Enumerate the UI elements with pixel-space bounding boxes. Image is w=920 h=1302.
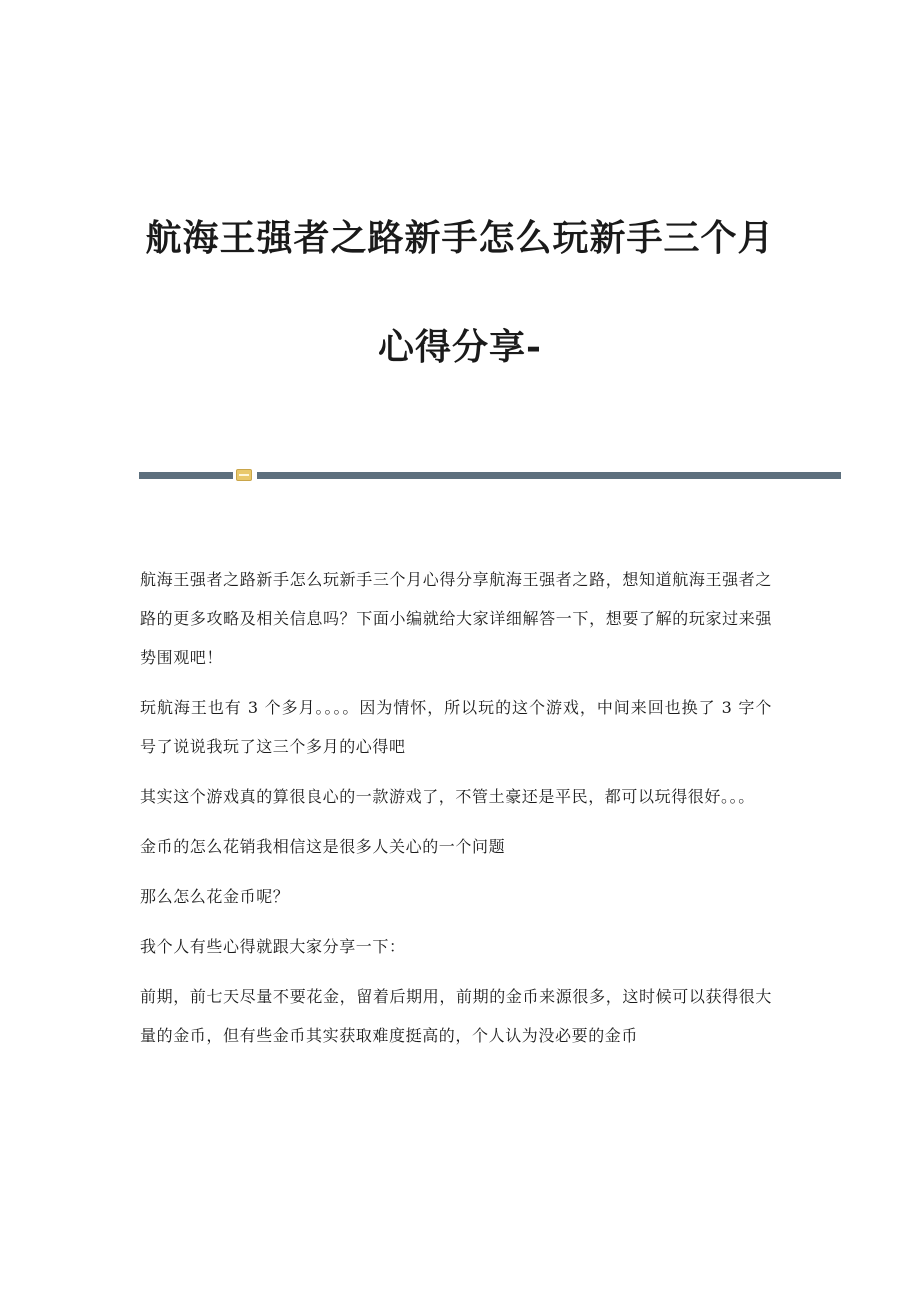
- title-line-1: 航海王强者之路新手怎么玩新手三个月: [145, 217, 775, 259]
- paragraph-share: 我个人有些心得就跟大家分享一下：: [140, 937, 406, 956]
- divider-bar-left: [139, 472, 233, 479]
- paragraph-how-spend: 那么怎么花金币呢？: [140, 887, 290, 906]
- paragraph-early-stage: 前期，前七天尽量不要花金，留着后期用，前期的金币来源很多，这时候可以获得很大量的金币，但有些金币其实获取难度挺高的，个人认为没必要的金币: [140, 987, 772, 1045]
- document-title: [130, 208, 790, 377]
- paragraph-gold-question: 金币的怎么花销我相信这是很多人关心的一个问题: [140, 837, 506, 856]
- paragraph-intro: 航海王强者之路新手怎么玩新手三个月心得分享航海王强者之路，想知道航海王强者之路的更多攻略及相关信息吗？下面小编就给大家详细解答一下，想要了解的玩家过来强势围观吧！: [140, 570, 772, 667]
- section-divider: [139, 469, 841, 481]
- divider-bar-right: [257, 472, 841, 479]
- document-body: [140, 560, 772, 1055]
- divider-emblem-icon: [236, 469, 252, 481]
- title-line-2: 心得分享-: [378, 326, 542, 368]
- paragraph-experience: 玩航海王也有 3 个多月。。。。因为情怀，所以玩的这个游戏，中间来回也换了 3 字个号了说说我玩了这三个多月的心得吧: [140, 698, 772, 756]
- paragraph-opinion: 其实这个游戏真的算很良心的一款游戏了，不管土豪还是平民，都可以玩得很好。。。: [140, 787, 755, 806]
